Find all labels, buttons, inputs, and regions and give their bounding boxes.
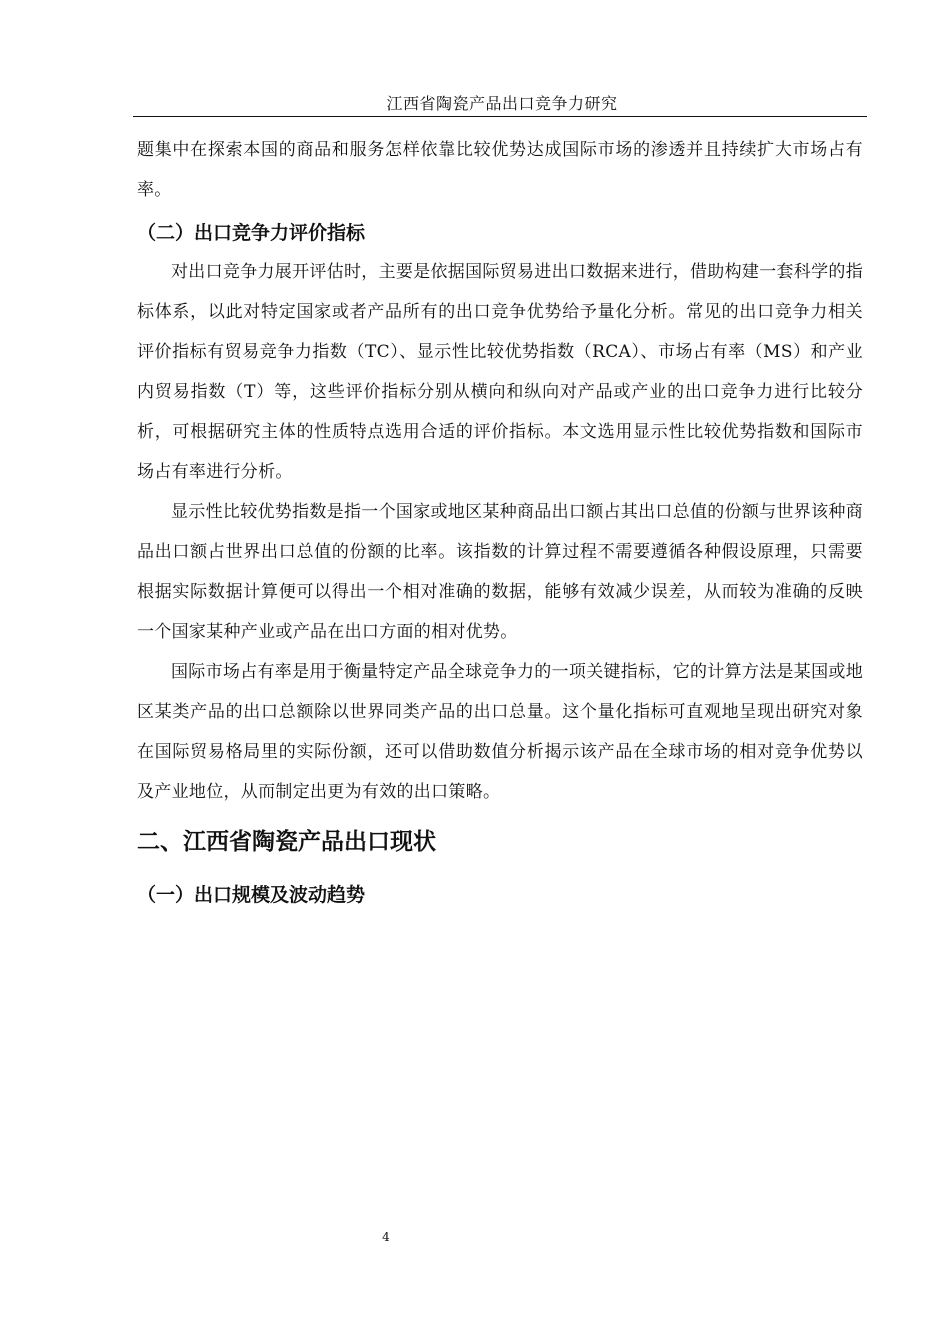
paragraph-market-share-definition: 国际市场占有率是用于衡量特定产品全球竞争力的一项关键指标，它的计算方法是某国或地区某类产品的出口总额除以世界同类产品的出口总量。这个量化指标可直观地呈现出研究对象在国际贸易格局里的实际份额，还可以借助数值分析揭示该产品在全球市场的相对竞争优势以及产业地位，从而制定出更为有效的出口策略。 [137,662,863,802]
paragraph-rca-definition: 显示性比较优势指数是指一个国家或地区某种商品出口额占其出口总值的份额与世界该种商品出口额占世界出口总值的份额的比率。该指数的计算过程不需要遵循各种假设原理，只需要根据实际数据计算便可以得出一个相对准确的数据，能够有效减少误差，从而较为准确的反映一个国家某种产业或产品在出口方面的相对优势。 [137,502,863,642]
chapter-heading-export-status: 二、江西省陶瓷产品出口现状 [137,829,436,855]
section-heading-export-scale: （一）出口规模及波动趋势 [137,884,366,906]
body-text [137,130,863,914]
running-header: 江西省陶瓷产品出口竞争力研究 [386,94,618,113]
page-number: 4 [382,1230,390,1244]
paragraph-indicator-overview: 对出口竞争力展开评估时，主要是依据国际贸易进出口数据来进行，借助构建一套科学的指标体系，以此对特定国家或者产品所有的出口竞争优势给予量化分析。常见的出口竞争力相关评价指标有贸易竞争力指数（TC）、显示性比较优势指数（RCA）、市场占有率（MS）和产业内贸易指数（T）等，这些评价指标分别从横向和纵向对产品或产业的出口竞争力进行比较分析，可根据研究主体的性质特点选用合适的评价指标。本文选用显示性比较优势指数和国际市场占有率进行分析。 [137,262,863,482]
header-divider [133,116,867,117]
intro-continuation-paragraph: 题集中在探索本国的商品和服务怎样依靠比较优势达成国际市场的渗透并且持续扩大市场占有率。 [137,140,863,200]
section-heading-evaluation-indicators: （二）出口竞争力评价指标 [137,222,366,244]
